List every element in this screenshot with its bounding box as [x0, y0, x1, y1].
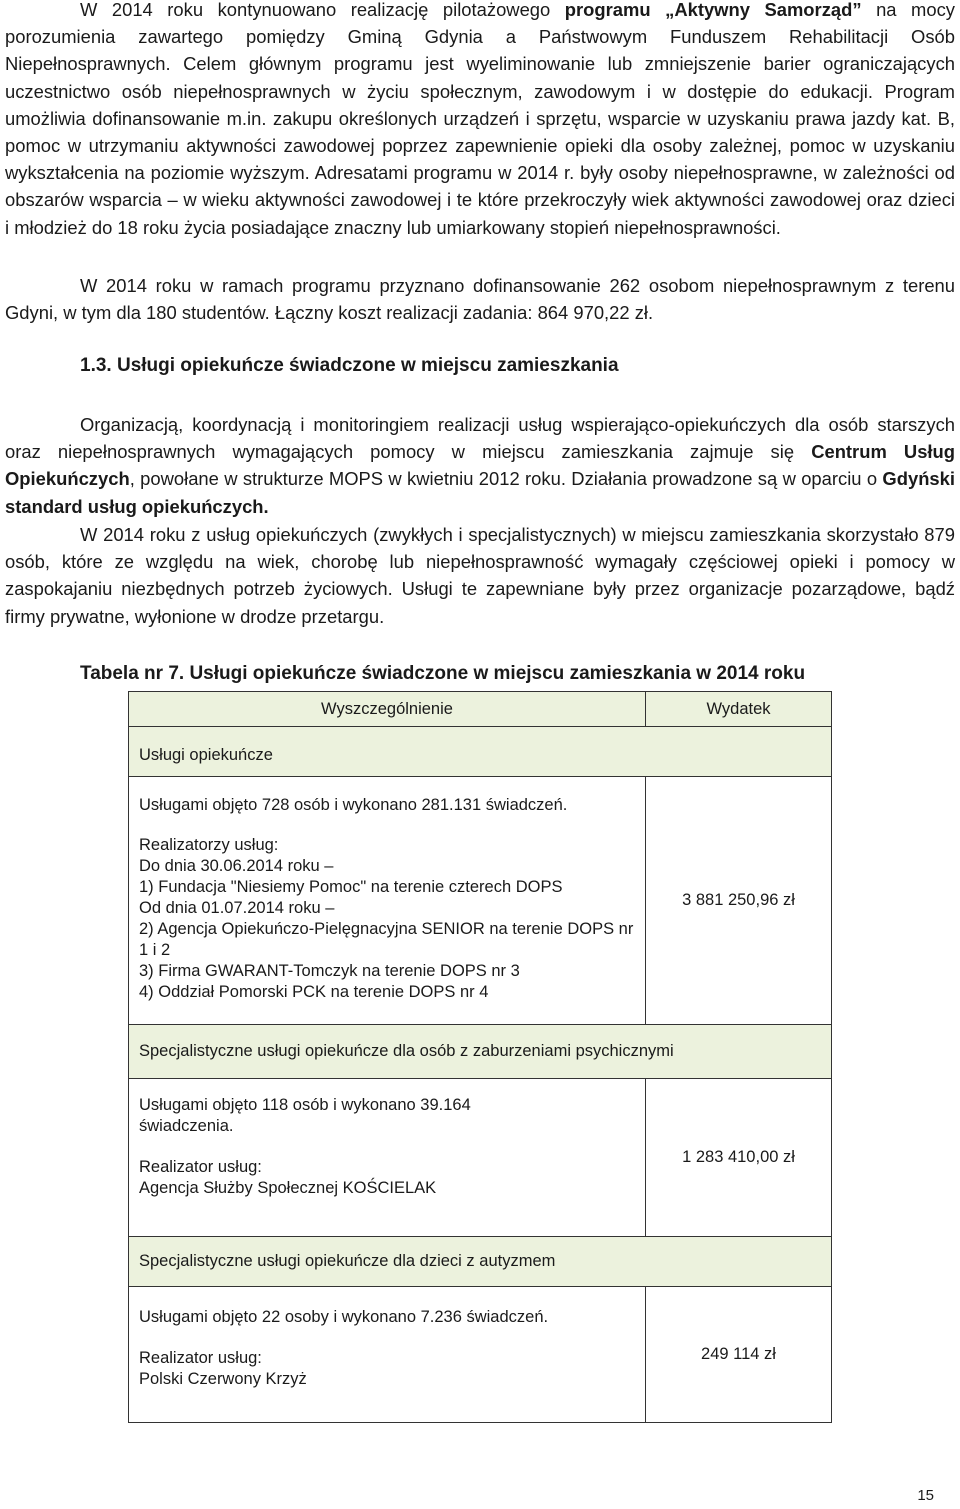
table-caption: Tabela nr 7. Usługi opiekuńcze świadczone w miejscu zamieszkania w 2014 roku — [80, 663, 806, 684]
group3-line1: Usługami objęto 22 osoby i wykonano 7.236 świadczeń. — [139, 1308, 549, 1326]
program-name: programu „Aktywny Samorząd” — [564, 0, 862, 20]
group1-line1: Usługami objęto 728 osób i wykonano 281.131 świadczeń. — [139, 796, 568, 814]
group1-line8: 4) Oddział Pomorski PCK na terenie DOPS nr 4 — [139, 983, 489, 1001]
centrum-name: Centrum Usług Opiekuńczych — [5, 441, 955, 490]
group3-amount: 249 114 zł — [646, 1287, 832, 1423]
table-header-row — [129, 692, 832, 727]
group2-line3: Agencja Służby Społecznej KOŚCIELAK — [139, 1179, 437, 1197]
group-label-row — [129, 727, 832, 777]
intro-paragraph — [5, 0, 955, 241]
intro-text-c: na mocy porozumienia zawartego pomiędzy Gminą Gdynia a Państwowym Funduszem Rehabilitacji Osób Niepełnosprawnych. Celem głównym programu jest wyeliminowanie lub zmniejszenie barier ograniczających uczestnictwo osób niepełnosprawnych w życiu społecznym, zawodowym i w dostępie do edukacji. Program umożliwia dofinansowanie m.in. zakupu określonych urządzeń i sprzętu, wsparcie w uzyskaniu prawa jazdy kat. B, pomoc w utrzymaniu aktywności zawodowej poprzez zapewnienie opieki dla osoby zależnej, pomoc w uzyskaniu wykształcenia na poziomie wyższym. Adresatami programu w 2014 r. były osoby niepełnosprawne, w zależności od obszarów wsparcia – w wieku aktywności zawodowej i te które przekroczyły wiek aktywności zawodowej oraz dzieci i młodzież do 18 roku życia posiadające znaczny lub umiarkowany stopień niepełnosprawności. — [5, 0, 955, 238]
group2-line1: Usługami objęto 118 osób i wykonano 39.164 świadczenia. — [139, 1096, 471, 1135]
group2-details — [129, 1079, 646, 1237]
group2-amount: 1 283 410,00 zł — [646, 1079, 832, 1237]
group1-line7: 3) Firma GWARANT-Tomczyk na terenie DOPS nr 3 — [139, 962, 520, 980]
standard-name: Gdyński standard usług opiekuńczych. — [5, 468, 955, 517]
section-heading: 1.3. Usługi opiekuńcze świadczone w miejscu zamieszkania — [80, 355, 619, 376]
intro-text-a: W 2014 roku kontynuowano realizację pilotażowego — [80, 0, 565, 20]
header-description: Wyszczególnienie — [129, 692, 646, 727]
section-text-a: Organizacją, koordynacją i monitoringiem realizacji usług wspierająco-opiekuńczych dla osób starszych oraz niepełnosprawnych wymagających pomocy w miejscu zamieszkania zajmuje się — [5, 414, 955, 463]
group1-line6: 2) Agencja Opiekuńczo-Pielęgnacyjna SENIOR na terenie DOPS nr 1 i 2 — [139, 920, 634, 959]
group1-line3: Do dnia 30.06.2014 roku – — [139, 857, 334, 875]
group1-label: Usługi opiekuńcze — [129, 727, 832, 777]
table-row — [129, 1287, 832, 1423]
section-paragraph-2: W 2014 roku z usług opiekuńczych (zwykłych i specjalistycznych) w miejscu zamieszkania skorzystało 879 osób, które ze względu na wiek, chorobę lub niepełnosprawność wymagały częściowej opieki i pomocy w zaspokajaniu niezbędnych potrzeb życiowych. Usługi te zapewniane były przez organizacje pozarządowe, bądź firmy prywatne, wyłonione w drodze przetargu. — [5, 524, 955, 627]
intro-paragraph-2: W 2014 roku w ramach programu przyznano dofinansowanie 262 osobom niepełnosprawnym z terenu Gdyni, w tym dla 180 studentów. Łączny koszt realizacji zadania: 864 970,22 zł. — [5, 275, 955, 324]
services-table — [128, 691, 832, 1423]
group-label-row — [129, 1237, 832, 1287]
page-number: 15 — [917, 1487, 934, 1504]
group1-amount: 3 881 250,96 zł — [646, 777, 832, 1025]
group1-line4: 1) Fundacja "Niesiemy Pomoc" na terenie czterech DOPS — [139, 878, 563, 896]
header-expense: Wydatek — [646, 692, 832, 727]
table-row — [129, 777, 832, 1025]
section-paragraph — [5, 411, 955, 520]
group3-line3: Polski Czerwony Krzyż — [139, 1370, 307, 1388]
group2-line2: Realizator usług: — [139, 1158, 262, 1176]
group3-details — [129, 1287, 646, 1423]
group2-label: Specjalistyczne usługi opiekuńcze dla osób z zaburzeniami psychicznymi — [129, 1025, 832, 1079]
group1-line5: Od dnia 01.07.2014 roku – — [139, 899, 335, 917]
group3-label: Specjalistyczne usługi opiekuńcze dla dzieci z autyzmem — [129, 1237, 832, 1287]
group-label-row — [129, 1025, 832, 1079]
group3-line2: Realizator usług: — [139, 1349, 262, 1367]
group1-line2: Realizatorzy usług: — [139, 836, 279, 854]
group1-details — [129, 777, 646, 1025]
section-text-c: , powołane w strukturze MOPS w kwietniu 2012 roku. Działania prowadzone są w oparciu o — [129, 468, 883, 490]
table-row — [129, 1079, 832, 1237]
